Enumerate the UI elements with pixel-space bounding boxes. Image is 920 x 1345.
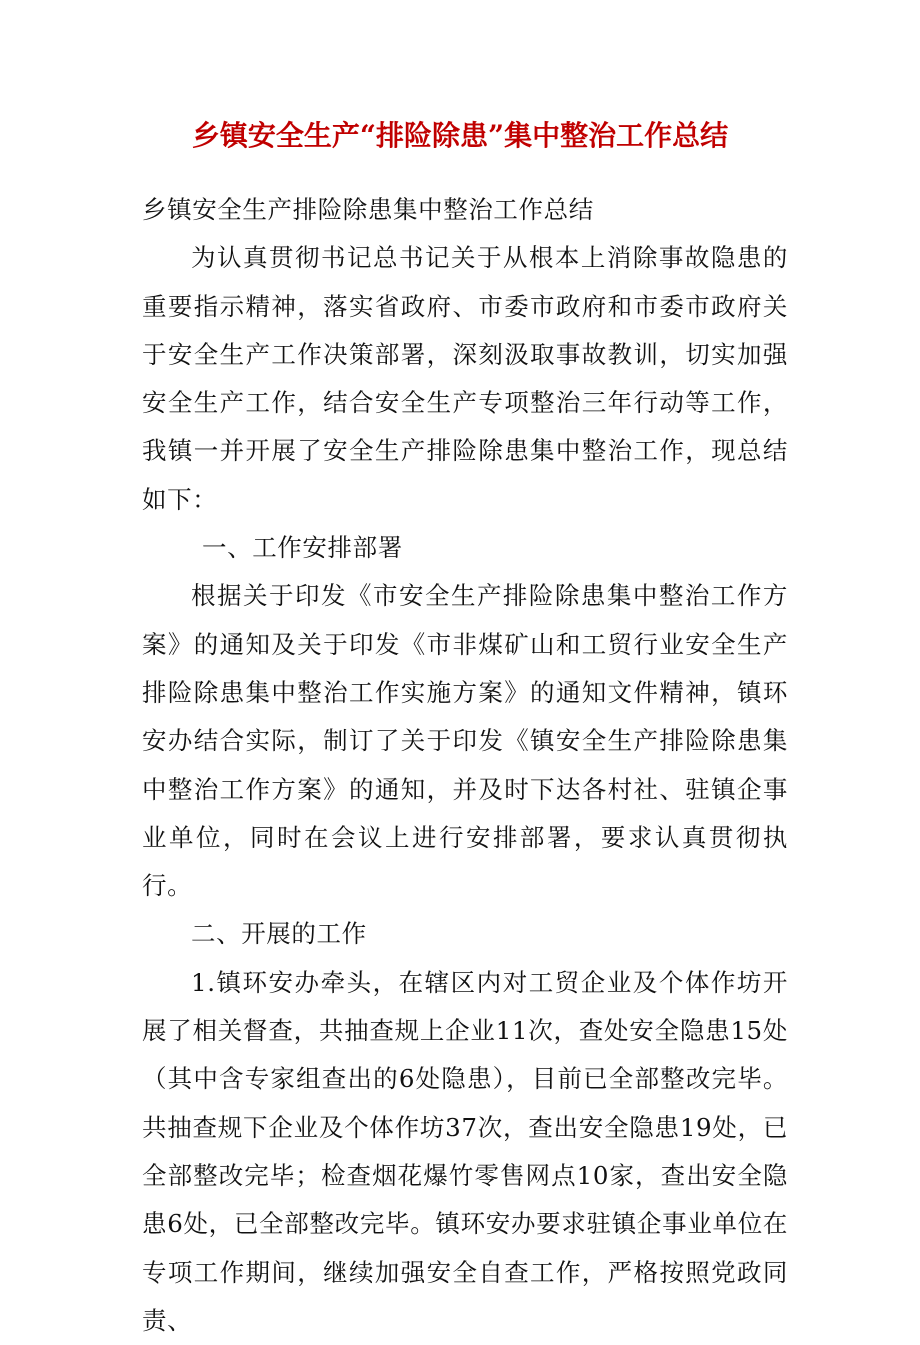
section-heading-2: 二、开展的工作 <box>191 919 367 949</box>
document-subtitle: 乡镇安全生产排险除患集中整治工作总结 <box>142 195 594 224</box>
document-body <box>142 186 788 1345</box>
document-title: 乡镇安全生产“排险除患”集中整治工作总结 <box>191 119 729 152</box>
section-heading-1: 一、工作安排部署 <box>202 533 403 563</box>
work-item-1-paragraph: 1.镇环安办牵头，在辖区内对工贸企业及个体作坊开展了相关督查，共抽查规上企业11次，查处安全隐患15处（其中含专家组查出的6处隐患），目前已全部整改完毕。共抽查规下企业及个体作坊37次，查出安全隐患19处，已全部整改完毕；检查烟花爆竹零售网点10家，查出安全隐患6处，已全部整改完毕。镇环安办要求驻镇企事业单位在专项工作期间，继续加强安全自查工作，严格按照党政同责、 <box>142 967 788 1335</box>
intro-paragraph: 为认真贯彻书记总书记关于从根本上消除事故隐患的重要指示精神，落实省政府、市委市政府和市委市政府关于安全生产工作决策部署，深刻汲取事故教训，切实加强安全生产工作，结合安全生产专项整治三年行动等工作，我镇一并开展了安全生产排险除患集中整治工作，现总结如下： <box>142 243 788 514</box>
section-1-paragraph: 根据关于印发《市安全生产排险除患集中整治工作方案》的通知及关于印发《市非煤矿山和工贸行业安全生产排险除患集中整治工作实施方案》的通知文件精神，镇环安办结合实际，制订了关于印发《镇安全生产排险除患集中整治工作方案》的通知，并及时下达各村社、驻镇企事业单位，同时在会议上进行安排部署，要求认真贯彻执行。 <box>142 581 788 901</box>
